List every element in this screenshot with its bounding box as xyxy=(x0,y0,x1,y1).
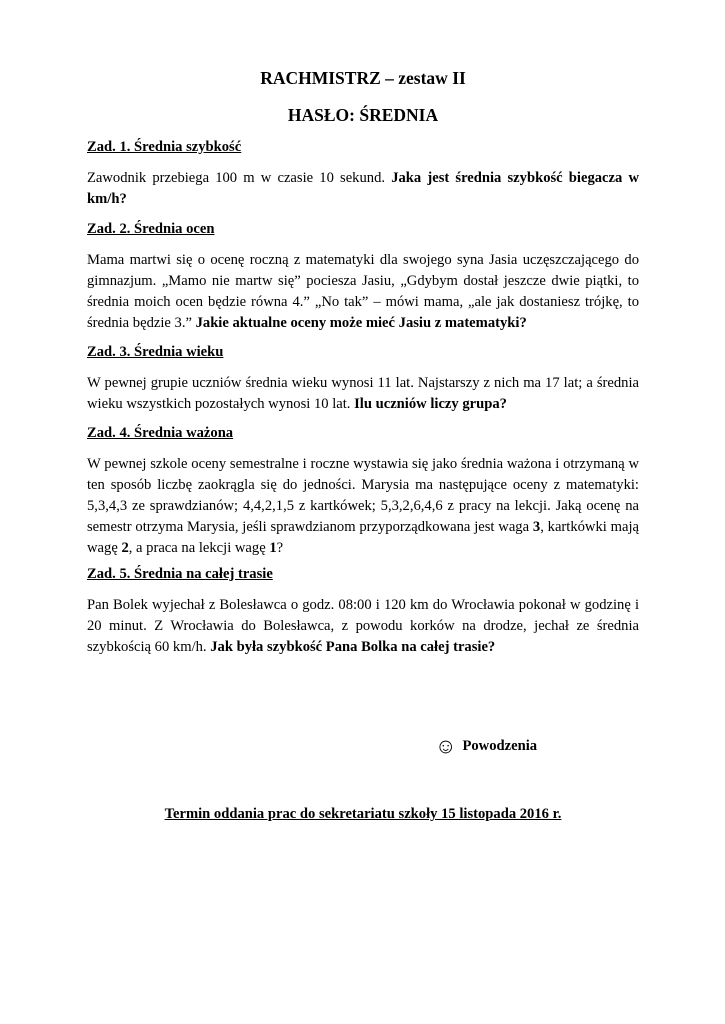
task-4-weight-tests: 3 xyxy=(532,519,541,535)
task-1-body xyxy=(87,168,639,210)
task-1-heading: Zad. 1. Średnia szybkość xyxy=(87,139,242,155)
task-2-text: Mama martwi się o ocenę roczną z matematyki dla swojego syna Jasia uczęszczającego do gimnazjum. „Mamo nie martw się” pociesza Jasiu, „Gdybym dostał jeszcze dwie piątki, to średnia moich ocen będzie równa 4.” „No tak” – mówi mama, „ale jak dostaniesz trójkę, to średnia będzie 3.” xyxy=(87,252,639,331)
task-3-text: W pewnej grupie uczniów średnia wieku wynosi 11 lat. Najstarszy z nich ma 17 lat; a średnia wieku wszystkich pozostałych wynosi 10 lat. xyxy=(87,375,639,412)
task-2-body xyxy=(87,250,639,334)
task-4-body xyxy=(87,454,639,559)
task-4-heading: Zad. 4. Średnia ważona xyxy=(87,425,234,441)
smiley-icon: ☺ xyxy=(435,734,457,758)
task-4-text-b: , kartkówki mają wagę xyxy=(87,519,639,556)
task-2-heading: Zad. 2. Średnia ocen xyxy=(87,221,215,237)
task-4-weight-class: 1 xyxy=(269,540,277,556)
task-3-body xyxy=(87,373,639,415)
task-5-heading: Zad. 5. Średnia na całej trasie xyxy=(87,566,273,582)
task-2-question: Jakie aktualne oceny może mieć Jasiu z matematyki? xyxy=(195,315,527,331)
good-luck-text: Powodzenia xyxy=(462,738,538,754)
good-luck-note xyxy=(435,736,537,757)
task-4-weight-quizzes: 2 xyxy=(121,540,129,556)
task-5-text: Pan Bolek wyjechał z Bolesławca o godz. 08:00 i 120 km do Wrocławia pokonał w godzinę i 20 minut. Z Wrocławia do Bolesławca, z powodu korków na drodze, jechał ze średnia szybkością 60 km/h. xyxy=(87,597,639,655)
task-3-heading: Zad. 3. Średnia wieku xyxy=(87,344,224,360)
task-4-text-a: W pewnej szkole oceny semestralne i roczne wystawia się jako średnia ważona i otrzymaną w ten sposób liczbę zaokrągla się do jedności. Marysia ma następujące oceny z matematyki: 5,3,4,3 ze sprawdzianów; 4,4,2,1,5 z kartkówek; 5,3,2,6,4,6 z pracy na lekcji. Jaką ocenę na semestr otrzyma Marysia, jeśli sprawdzianom przyporządkowana jest waga xyxy=(87,456,639,535)
task-4-text-d: ? xyxy=(276,540,284,556)
task-1-question: Jaka jest średnia szybkość biegacza w km/h? xyxy=(87,170,639,207)
task-3-question: Ilu uczniów liczy grupa? xyxy=(354,396,507,412)
deadline-note: Termin oddania prac do sekretariatu szkoły 15 listopada 2016 r. xyxy=(164,806,562,822)
document-subtitle: HASŁO: ŚREDNIA xyxy=(287,105,439,125)
document-page xyxy=(87,0,639,1024)
task-4-text-c: , a praca na lekcji wagę xyxy=(128,540,270,556)
task-5-question: Jak była szybkość Pana Bolka na całej trasie? xyxy=(210,639,496,655)
task-5-body xyxy=(87,595,639,658)
document-title: RACHMISTRZ – zestaw II xyxy=(260,68,466,88)
task-1-text: Zawodnik przebiega 100 m w czasie 10 sekund. xyxy=(87,170,392,186)
